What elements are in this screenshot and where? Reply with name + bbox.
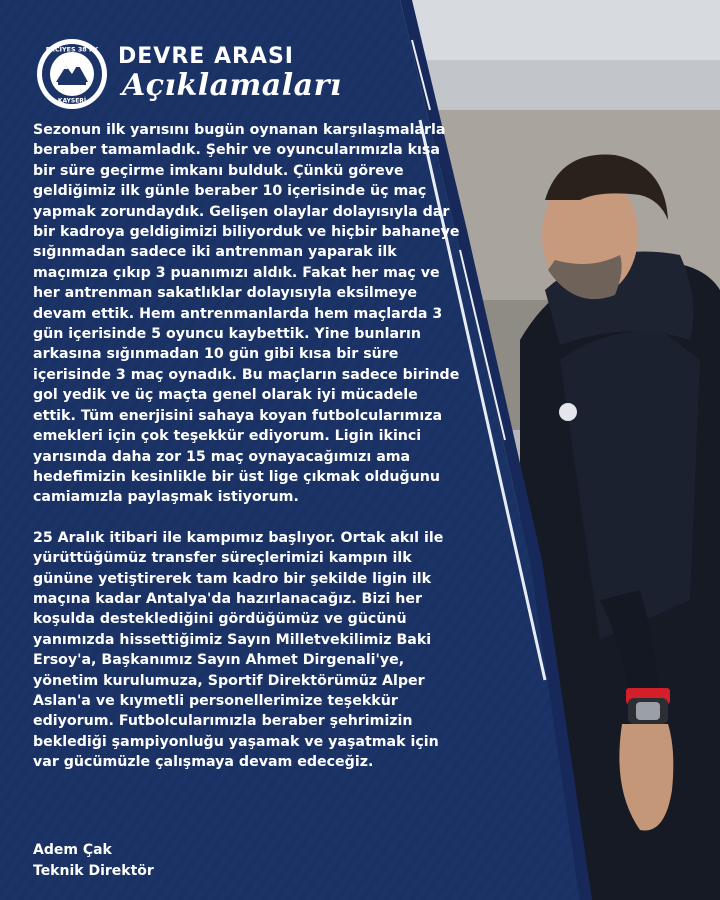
statement-paragraph-2: 25 Aralık itibari ile kampımız başlıyor. Ortak akıl ile yürüttüğümüz transfer süreçlerimizi kampın ilk gününe yetiştirerek tam kadro bir şekilde ligin ilk maçına kadar Antalya'da hazırlanacağız. Bizi her koşulda desteklediğini gördüğümüz ve gücünü yanımızda hissettiğimiz Sayın Milletvekilimiz Baki Ersoy'a, Başkanımız Sayın Ahmet Dirgenali'ye, yönetim kurulumuza, Sportif Direktörümüz Alper Aslan'a ve kıymetli personellerimize teşekkür ediyorum. Futbolcularımızla beraber şehrimizin beklediği şampiyonluğu yaşamak ve yaşatmak için var gücümüzle çalışmaya devam edeceğiz. — [33, 529, 444, 771]
club-logo — [36, 38, 108, 110]
logo-top-text: ERCİYES 38 FK — [45, 45, 99, 54]
signature — [33, 840, 154, 881]
statement-paragraph-1: Sezonun ilk yarısını bugün oynanan karşılaşmalarla beraber tamamladık. Şehir ve oyuncularımızla kısa bir süre geçirme imkanı bulduk. Çünkü göreve geldiğimiz ilk günle beraber 10 içerisinde üç maç yapmak zorundaydık. Gelişen olaylar dolayısıyla dar bir kadroya geldigimizi biliyorduk ve hiçbir bahaneye sığınmadan sadece iki antrenman yaparak ilk maçımıza çıkıp 3 puanımızı aldık. Fakat her maç ve her antrenman sakatlıklar dolayısıyla eksilmeye devam ettik. Hem antrenmanlarda hem maçlarda 3 gün içerisinde 5 oyuncu kaybettik. Yine bunların arkasına sığınmadan 10 gün gibi kısa bir süre içerisinde 3 maç oynadık. Bu maçların sadece birinde gol yedik ve üç maçta genel olarak iyi mücadele ettik. Tüm enerjisini sahaya koyan futbolcularımıza emekleri için çok teşekkür ediyorum. Ligin ikinci yarısında daha zor 15 maç oynayacağımızı ama hedefimizin kesinlikle bir üst lige çıkmak olduğunu camiamızla paylaşmak istiyorum. — [33, 122, 460, 506]
statement-body — [33, 120, 463, 793]
signature-title: Teknik Direktör — [33, 862, 154, 879]
logo-bottom-text: KAYSERİ — [57, 97, 87, 105]
headline-main: DEVRE ARASI — [118, 44, 294, 69]
headline-script: Açıklamaları — [122, 68, 342, 103]
signature-name: Adem Çak — [33, 842, 112, 858]
headline — [118, 44, 378, 104]
